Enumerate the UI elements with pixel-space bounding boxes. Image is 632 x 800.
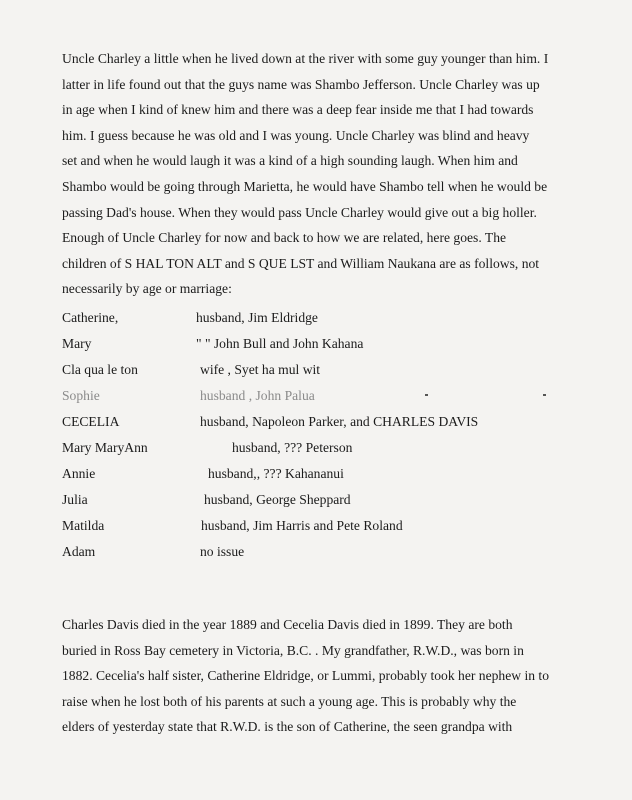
child-spouse: wife , Syet ha mul wit <box>200 362 321 377</box>
child-spouse: no issue <box>200 544 245 559</box>
child-spouse: husband, Jim Eldridge <box>196 310 318 325</box>
text-line: Charles Davis died in the year 1889 and Cecelia Davis died in 1899. They are both <box>62 617 513 632</box>
text-line: passing Dad's house. When they would pass Uncle Charley would give out a big holler. <box>62 204 537 220</box>
child-spouse: husband, ??? Peterson <box>232 440 353 455</box>
child-name: Cla qua le ton <box>62 362 138 377</box>
text-line: him. I guess because he was old and I was young. Uncle Charley was blind and heavy <box>62 127 530 143</box>
text-line: Enough of Uncle Charley for now and back to how we are related, here goes. The <box>62 230 507 246</box>
text-line: raise when he lost both of his parents at such a young age. This is probably why the <box>62 693 517 709</box>
child-name: CECELIA <box>62 414 120 429</box>
paragraph-uncle-charley <box>62 46 582 302</box>
child-name: Matilda <box>62 518 105 533</box>
scan-speck <box>425 394 428 396</box>
child-spouse: husband,, ??? Kahananui <box>208 466 344 481</box>
text-line: latter in life found out that the guys name was Shambo Jefferson. Uncle Charley was up <box>62 76 540 92</box>
text-line: elders of yesterday state that R.W.D. is the son of Catherine, the seen grandpa with <box>62 719 513 735</box>
text-line: Uncle Charley a little when he lived down at the river with some guy younger than him. I <box>62 51 549 66</box>
text-line: buried in Ross Bay cemetery in Victoria, B.C. . My grandfather, R.W.D., was born in <box>62 642 524 658</box>
child-spouse: " " John Bull and John Kahana <box>196 336 364 351</box>
text-line: necessarily by age or marriage: <box>62 281 232 297</box>
child-name: Mary <box>62 336 92 351</box>
text-line: 1882. Cecelia's half sister, Catherine Eldridge, or Lummi, probably took her nephew in to <box>62 668 550 684</box>
child-spouse: husband, Jim Harris and Pete Roland <box>201 518 403 533</box>
child-spouse: husband , John Palua <box>200 388 315 403</box>
child-name: Adam <box>62 544 96 559</box>
child-name: Mary MaryAnn <box>62 440 148 455</box>
text-line: in age when I kind of knew him and there was a deep fear inside me that I had towards <box>62 102 534 118</box>
child-name: Sophie <box>62 388 100 403</box>
text-line: Shambo would be going through Marietta, he would have Shambo tell when he would be <box>62 178 548 194</box>
child-name: Annie <box>62 466 96 481</box>
child-spouse: husband, George Sheppard <box>204 492 351 507</box>
child-name: Catherine, <box>62 310 119 325</box>
text-line: set and when he would laugh it was a kind of a high sounding laugh. When him and <box>62 153 518 169</box>
child-name: Julia <box>62 492 88 507</box>
paragraph-charles-davis <box>62 612 582 740</box>
child-spouse: husband, Napoleon Parker, and CHARLES DAVIS <box>200 414 479 429</box>
scan-speck <box>543 394 546 396</box>
text-line: children of S HAL TON ALT and S QUE LST and William Naukana are as follows, not <box>62 255 540 271</box>
